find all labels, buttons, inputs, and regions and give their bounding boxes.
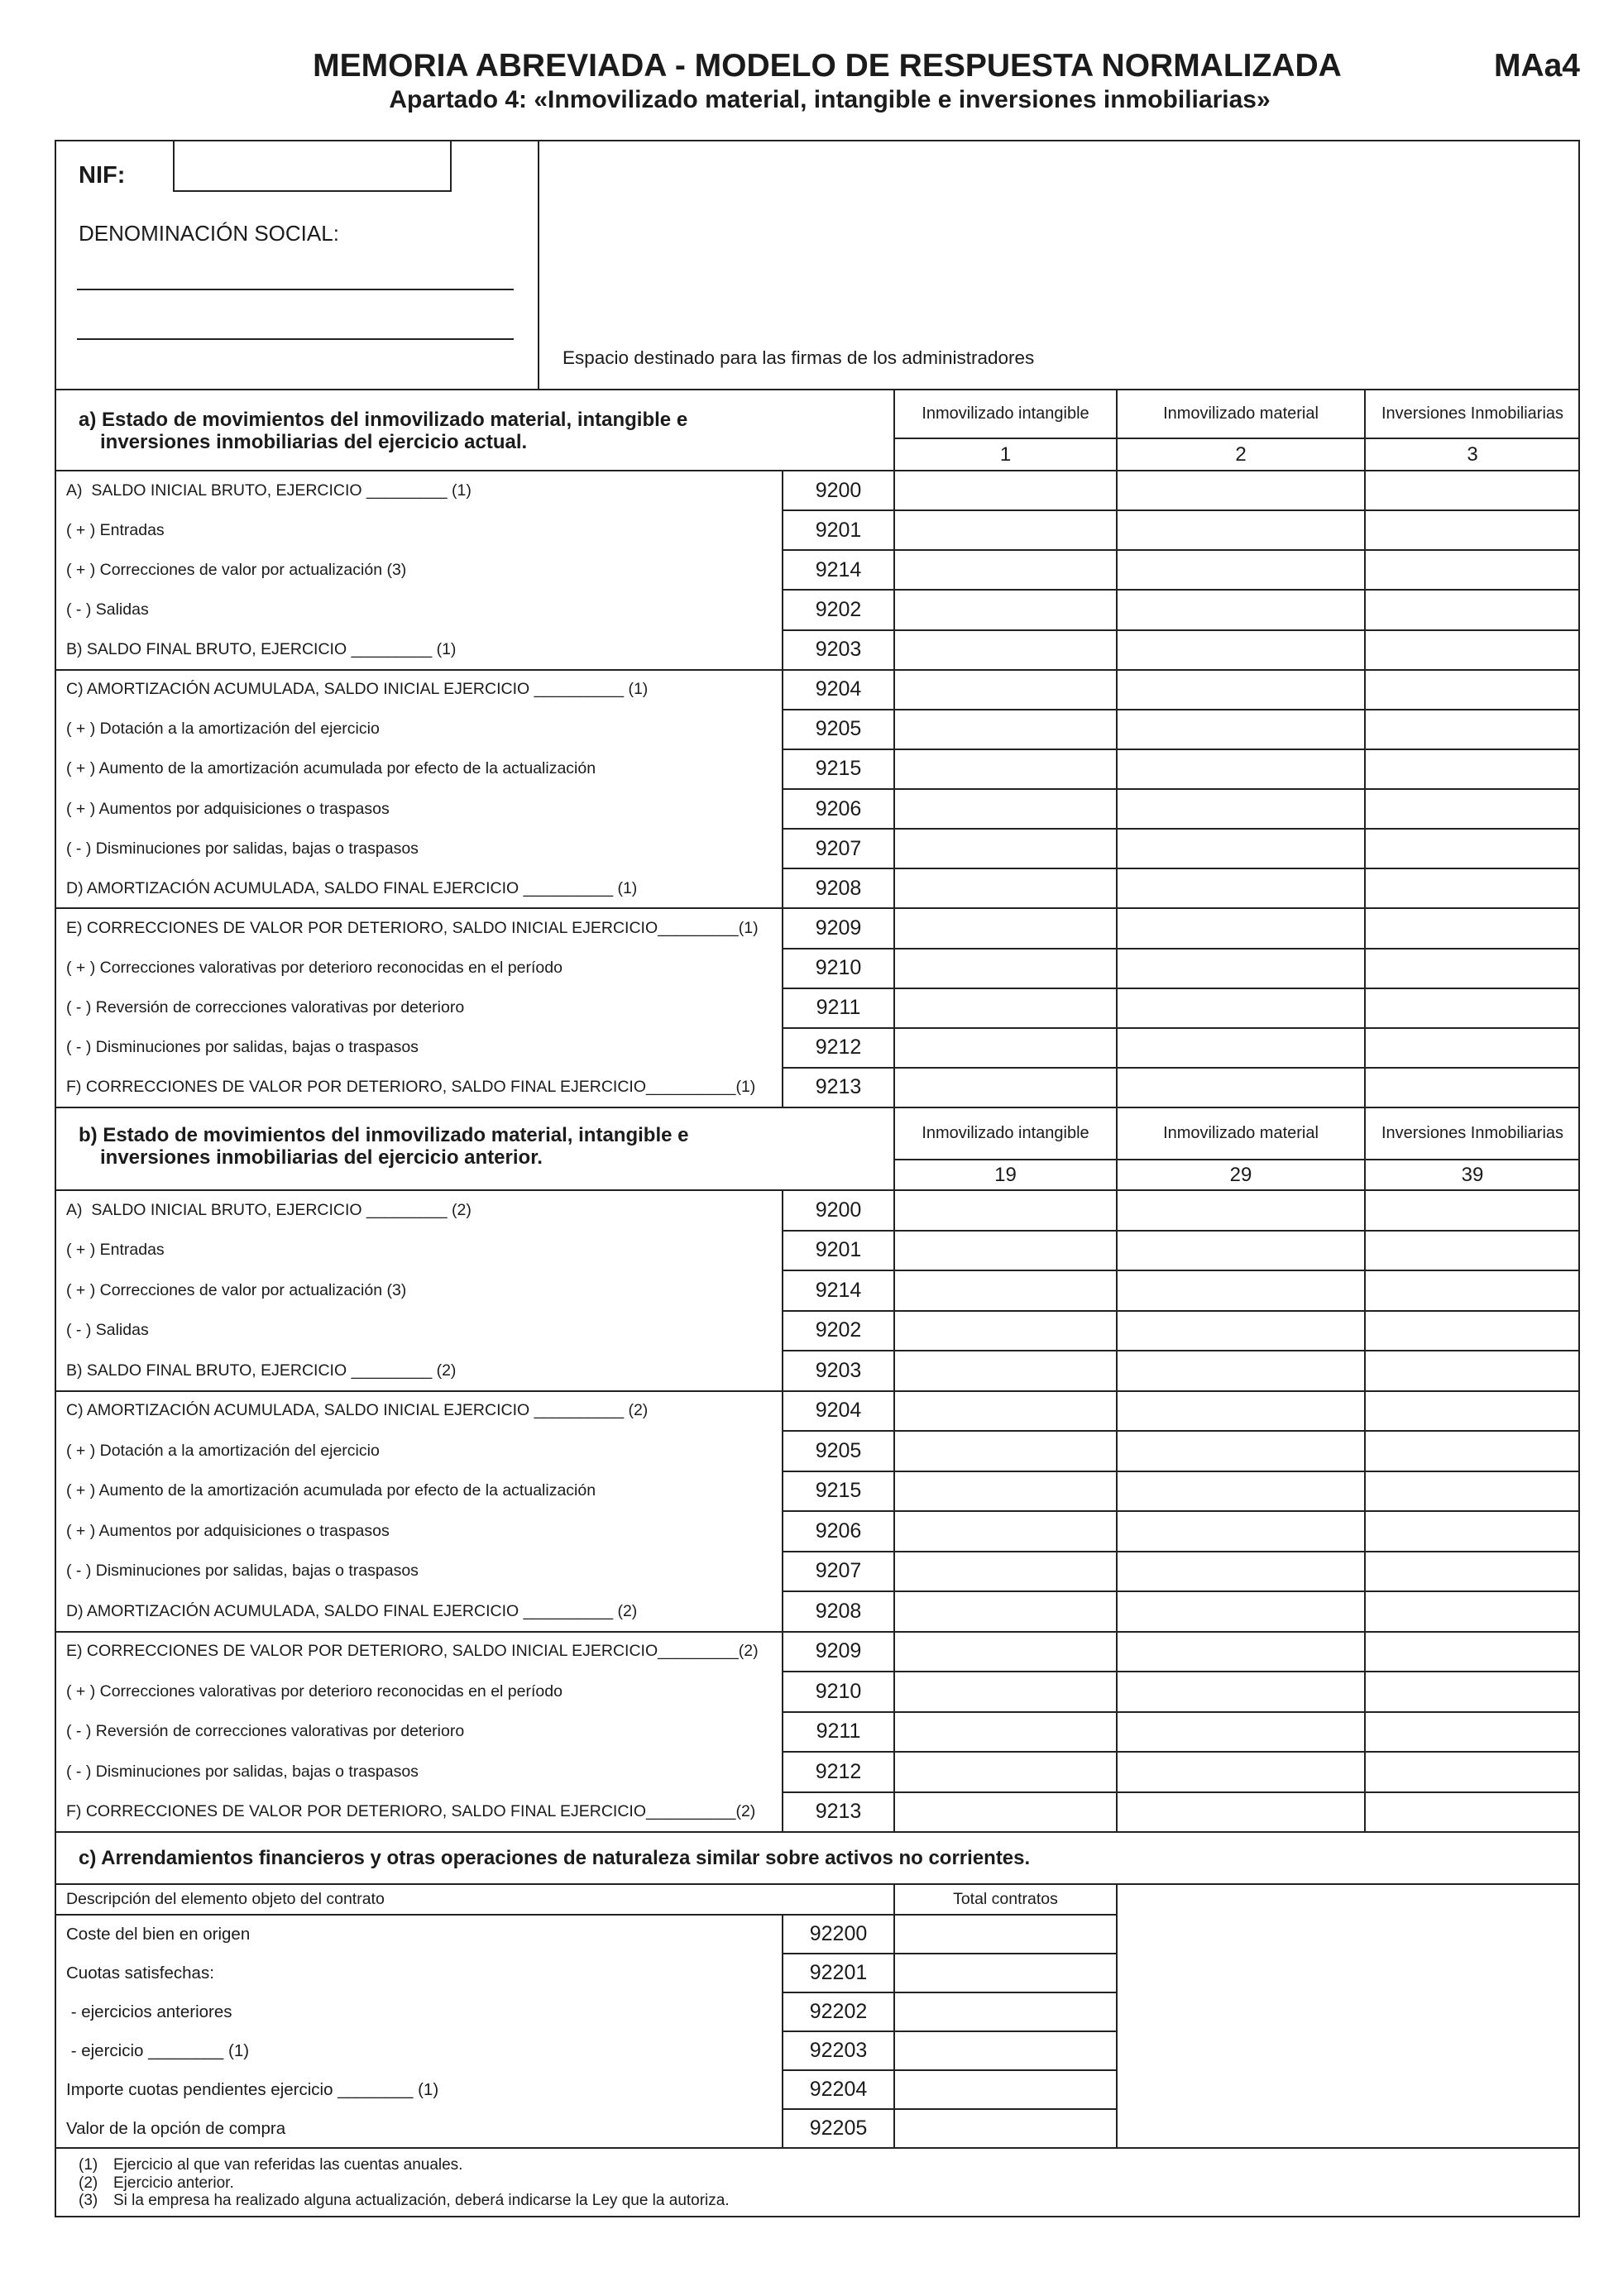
row-code: 9206 [815,796,862,820]
rule-line [894,1159,1580,1160]
section-a-column-header: Inmovilizado intangible [922,404,1089,423]
amount-input-cell[interactable] [1118,632,1363,668]
amount-input-cell[interactable] [896,591,1115,628]
row-label: ( + ) Correcciones valorativas por deterioro reconocidas en el período [66,959,563,978]
amount-input-cell[interactable] [896,472,1115,509]
row-code: 9208 [815,1599,862,1623]
row-code: 9209 [815,916,862,940]
amount-input-cell[interactable] [1367,830,1578,867]
row-label: F) CORRECCIONES DE VALOR POR DETERIORO, SALDO FINAL EJERCICIO__________(2) [66,1802,756,1821]
amount-input-cell[interactable] [1367,1634,1578,1671]
amount-input-cell[interactable] [1118,1794,1363,1831]
rule-line [783,1350,1580,1351]
section-b-title-line: b) Estado de movimientos del inmovilizado material, intangible e [79,1124,689,1146]
amount-input-cell[interactable] [1367,672,1578,708]
denominacion-social-line-1[interactable] [77,289,514,290]
row-label: ( + ) Correcciones valorativas por deterioro reconocidas en el período [66,1681,563,1700]
amount-input-cell[interactable] [1118,1473,1363,1510]
rule-line [783,828,1580,830]
amount-input-cell[interactable] [896,1473,1115,1510]
amount-input-cell[interactable] [1118,1313,1363,1350]
nif-input[interactable] [173,140,452,192]
row-code: 9210 [815,1679,862,1703]
row-label: Cuotas satisfechas: [66,1963,214,1983]
rule-line [55,1831,1580,1833]
rule-line [783,509,1580,511]
amount-input-cell[interactable] [896,950,1115,987]
amount-input-cell[interactable] [1118,512,1363,548]
row-code: 9213 [815,1800,862,1824]
amount-input-cell[interactable] [896,1553,1115,1590]
amount-input-cell[interactable] [1367,751,1578,787]
row-code: 9207 [815,836,862,860]
row-label: E) CORRECCIONES DE VALOR POR DETERIORO, SALDO INICIAL EJERCICIO_________(2) [66,1642,759,1661]
amount-input-cell[interactable] [1118,1593,1363,1630]
amount-input-cell[interactable] [1118,791,1363,827]
rule-line [783,1551,1580,1552]
footnote-marker: (3) [79,2192,98,2209]
row-code: 9214 [815,557,862,581]
rule-line [783,1067,1580,1069]
row-code: 9202 [815,597,862,621]
footnote-marker: (1) [79,2156,98,2174]
row-code: 9204 [815,1399,862,1423]
section-a-title-line: a) Estado de movimientos del inmovilizado material, intangible e [79,409,688,431]
section-a-column-header: Inmovilizado material [1163,404,1319,423]
row-code: 9201 [815,518,862,542]
amount-input-cell[interactable] [1367,1393,1578,1430]
amount-input-cell[interactable] [896,711,1115,748]
amount-input-cell[interactable] [1118,1192,1363,1229]
rule-line [783,988,1580,989]
row-code: 9213 [815,1075,862,1099]
section-a-column-number: 1 [999,442,1012,466]
amount-input-cell[interactable] [896,552,1115,588]
row-code: 9211 [816,996,861,1020]
amount-input-cell[interactable] [1367,1753,1578,1791]
amount-input-cell[interactable] [1118,591,1363,628]
row-code: 92205 [809,2117,868,2140]
amount-input-cell[interactable] [896,1192,1115,1229]
row-label: ( - ) Salidas [66,1321,149,1340]
row-label: ( - ) Reversión de correcciones valorativas por deterioro [66,1722,465,1741]
row-label: ( - ) Disminuciones por salidas, bajas o traspasos [66,1038,419,1057]
amount-input-cell[interactable] [896,1069,1115,1106]
amount-input-cell[interactable] [1367,950,1578,987]
total-contracts-header: Total contratos [953,1890,1058,1908]
rule-line [783,1751,1580,1753]
signature-area-caption: Espacio destinado para las firmas de los administradores [563,347,1035,368]
amount-input-cell[interactable] [1118,711,1363,748]
amount-input-cell[interactable] [896,1433,1115,1470]
rule-line [783,1430,1580,1432]
rule-line [783,1310,1580,1312]
amount-input-cell[interactable] [896,1272,1115,1309]
amount-input-cell[interactable] [1367,711,1578,748]
amount-input-cell[interactable] [1367,1473,1578,1510]
row-code: 9200 [815,1198,862,1222]
rule-line [783,549,1580,551]
row-label: C) AMORTIZACIÓN ACUMULADA, SALDO INICIAL EJERCICIO __________ (1) [66,680,649,699]
amount-input-cell[interactable] [1367,1553,1578,1590]
amount-input-cell[interactable] [896,990,1115,1026]
row-label: A) SALDO INICIAL BRUTO, EJERCICIO _________ (1) [66,481,472,500]
row-label: ( + ) Correcciones de valor por actualización (3) [66,1280,407,1299]
row-label: E) CORRECCIONES DE VALOR POR DETERIORO, SALDO INICIAL EJERCICIO_________(1) [66,918,759,937]
amount-input-cell[interactable] [896,791,1115,827]
section-b-column-header: Inversiones Inmobiliarias [1381,1124,1564,1142]
rule-line [783,1270,1580,1271]
section-b-column-number: 39 [1461,1163,1484,1186]
amount-input-cell[interactable] [896,1593,1115,1630]
amount-input-cell[interactable] [896,1794,1115,1831]
amount-input-cell[interactable] [1367,1030,1578,1066]
row-code: 92200 [809,1922,868,1945]
footnote-marker: (2) [79,2174,98,2192]
amount-input-cell[interactable] [896,1513,1115,1550]
amount-input-cell[interactable] [1118,1714,1363,1751]
amount-input-cell[interactable] [1367,1352,1578,1390]
row-label: ( + ) Entradas [66,1241,165,1260]
amount-input-cell[interactable] [896,830,1115,867]
rule-line [783,1590,1580,1592]
amount-input-cell[interactable] [896,512,1115,548]
total-contracts-input[interactable] [896,1916,1115,1952]
total-contracts-input[interactable] [896,2111,1115,2146]
section-a-column-number: 3 [1467,442,1478,466]
amount-input-cell[interactable] [1367,632,1578,668]
amount-input-cell[interactable] [896,1352,1115,1390]
amount-input-cell[interactable] [1367,1069,1578,1106]
rule-line [783,948,1580,949]
row-label: ( + ) Dotación a la amortización del ejercicio [66,1441,380,1460]
amount-input-cell[interactable] [896,910,1115,946]
row-code: 9205 [815,717,862,741]
amount-input-cell[interactable] [1367,1272,1578,1309]
footnote-text: Ejercicio al que van referidas las cuentas anuales. [113,2156,463,2174]
amount-input-cell[interactable] [1118,1634,1363,1671]
row-label: ( + ) Aumentos por adquisiciones o traspasos [66,1521,390,1540]
section-a-column-number: 2 [1235,442,1247,466]
total-contracts-input[interactable] [896,2033,1115,2069]
row-label: Valor de la opción de compra [66,2118,286,2138]
amount-input-cell[interactable] [1118,1673,1363,1710]
row-code: 92202 [809,2000,868,2023]
section-b-title-line: inversiones inmobiliarias del ejercicio anterior. [100,1146,543,1169]
row-label: A) SALDO INICIAL BRUTO, EJERCICIO _________ (2) [66,1200,472,1219]
amount-input-cell[interactable] [896,672,1115,708]
total-contracts-input[interactable] [896,1955,1115,1991]
row-label: Coste del bien en origen [66,1924,251,1944]
section-b-column-number: 29 [1229,1163,1252,1186]
amount-input-cell[interactable] [1367,1313,1578,1350]
row-label: ( - ) Disminuciones por salidas, bajas o traspasos [66,1562,419,1581]
nif-label: NIF: [79,162,126,189]
amount-input-cell[interactable] [896,1714,1115,1751]
row-label: ( - ) Disminuciones por salidas, bajas o traspasos [66,1762,419,1781]
denominacion-social-label: DENOMINACIÓN SOCIAL: [79,221,339,246]
amount-input-cell[interactable] [896,870,1115,906]
rule-line [783,868,1580,869]
row-code: 92203 [809,2039,868,2062]
rule-line [55,2147,1580,2149]
row-code: 92204 [809,2078,868,2101]
total-contracts-input[interactable] [896,2072,1115,2107]
row-code: 9214 [815,1278,862,1302]
row-label: B) SALDO FINAL BRUTO, EJERCICIO _________ (1) [66,640,457,659]
description-header: Descripción del elemento objeto del contrato [66,1890,385,1908]
section-b-column-number: 19 [994,1163,1017,1186]
form-code: MAa4 [1493,48,1580,84]
section-a-title-line: inversiones inmobiliarias del ejercicio actual. [100,431,528,453]
row-code: 9208 [815,876,862,900]
amount-input-cell[interactable] [1118,1513,1363,1550]
row-code: 9202 [815,1318,862,1342]
amount-input-cell[interactable] [1118,1753,1363,1791]
rule-line [783,749,1580,750]
rule-line [538,140,539,390]
row-code: 9212 [815,1036,862,1060]
amount-input-cell[interactable] [896,1393,1115,1430]
footnote-text: Si la empresa ha realizado alguna actualización, deberá indicarse la Ley que la autoriza. [113,2192,730,2209]
row-label: - ejercicios anteriores [66,2002,232,2021]
amount-input-cell[interactable] [1118,1393,1363,1430]
rule-line [783,1671,1580,1672]
row-label: ( + ) Aumento de la amortización acumulada por efecto de la actualización [66,1481,596,1500]
row-code: 9203 [815,638,862,662]
amount-input-cell[interactable] [1367,1192,1578,1229]
section-c-title: c) Arrendamientos financieros y otras operaciones de naturaleza similar sobre activos no corrientes. [79,1847,1031,1869]
rule-line [783,1027,1580,1029]
amount-input-cell[interactable] [1367,990,1578,1026]
amount-input-cell[interactable] [1118,910,1363,946]
amount-input-cell[interactable] [1118,1272,1363,1309]
row-code: 92201 [809,1961,868,1984]
row-label: D) AMORTIZACIÓN ACUMULADA, SALDO FINAL EJERCICIO __________ (2) [66,1601,638,1620]
amount-input-cell[interactable] [1118,830,1363,867]
row-code: 9200 [815,478,862,502]
total-contracts-input[interactable] [896,1994,1115,2030]
row-label: ( + ) Aumentos por adquisiciones o traspasos [66,799,390,818]
amount-input-cell[interactable] [1367,1714,1578,1751]
amount-input-cell[interactable] [1367,1513,1578,1550]
amount-input-cell[interactable] [896,1673,1115,1710]
row-label: - ejercicio ________ (1) [66,2040,250,2060]
row-label: ( - ) Disminuciones por salidas, bajas o traspasos [66,839,419,858]
amount-input-cell[interactable] [1118,672,1363,708]
row-code: 9215 [815,1479,862,1503]
amount-input-cell[interactable] [1118,1433,1363,1470]
row-code: 9215 [815,757,862,781]
rule-line [783,629,1580,631]
amount-input-cell[interactable] [896,1030,1115,1066]
rule-line [783,709,1580,710]
rule-line [783,1510,1580,1512]
row-code: 9212 [815,1759,862,1783]
amount-input-cell[interactable] [896,1634,1115,1671]
row-label: Importe cuotas pendientes ejercicio ________ (1) [66,2079,439,2099]
row-label: ( + ) Aumento de la amortización acumulada por efecto de la actualización [66,759,596,778]
row-label: D) AMORTIZACIÓN ACUMULADA, SALDO FINAL EJERCICIO __________ (1) [66,878,638,897]
row-code: 9204 [815,677,862,701]
amount-input-cell[interactable] [1367,1794,1578,1831]
amount-input-cell[interactable] [1367,1673,1578,1710]
rule-line [783,788,1580,790]
section-b-column-header: Inmovilizado intangible [922,1124,1089,1142]
row-label: ( - ) Reversión de correcciones valorativas por deterioro [66,998,465,1017]
row-label: ( + ) Correcciones de valor por actualización (3) [66,560,407,579]
amount-input-cell[interactable] [1118,1232,1363,1270]
rule-line [783,1230,1580,1232]
amount-input-cell[interactable] [1367,1232,1578,1270]
row-code: 9210 [815,956,862,980]
amount-input-cell[interactable] [1367,472,1578,509]
rule-line [894,438,1580,439]
amount-input-cell[interactable] [1118,950,1363,987]
amount-input-cell[interactable] [896,1232,1115,1270]
row-code: 9205 [815,1438,862,1462]
row-label: ( + ) Entradas [66,520,165,539]
form-subtitle: Apartado 4: «Inmovilizado material, intangible e inversiones inmobiliarias» [389,86,1271,113]
rule-line [783,589,1580,591]
row-label: ( + ) Dotación a la amortización del ejercicio [66,720,380,739]
row-code: 9211 [816,1720,861,1744]
amount-input-cell[interactable] [1118,1030,1363,1066]
amount-input-cell[interactable] [1367,1433,1578,1470]
section-a-column-header: Inversiones Inmobiliarias [1381,404,1564,423]
amount-input-cell[interactable] [896,1753,1115,1791]
section-b-column-header: Inmovilizado material [1163,1124,1319,1142]
row-code: 9207 [815,1559,862,1583]
amount-input-cell[interactable] [1367,552,1578,588]
amount-input-cell[interactable] [1118,1069,1363,1106]
row-label: F) CORRECCIONES DE VALOR POR DETERIORO, SALDO FINAL EJERCICIO__________(1) [66,1078,756,1097]
amount-input-cell[interactable] [1118,472,1363,509]
amount-input-cell[interactable] [1367,791,1578,827]
amount-input-cell[interactable] [1118,751,1363,787]
amount-input-cell[interactable] [1118,1352,1363,1390]
amount-input-cell[interactable] [1367,910,1578,946]
amount-input-cell[interactable] [896,632,1115,668]
row-label: C) AMORTIZACIÓN ACUMULADA, SALDO INICIAL EJERCICIO __________ (2) [66,1401,649,1420]
rule-line [783,1471,1580,1472]
amount-input-cell[interactable] [1367,512,1578,548]
row-code: 9209 [815,1639,862,1663]
row-code: 9203 [815,1358,862,1382]
amount-input-cell[interactable] [1118,870,1363,906]
row-label: ( - ) Salidas [66,600,149,619]
amount-input-cell[interactable] [1118,990,1363,1026]
row-code: 9206 [815,1519,862,1543]
amount-input-cell[interactable] [1367,1593,1578,1630]
amount-input-cell[interactable] [896,1313,1115,1350]
rule-line [783,1711,1580,1713]
form-title: MEMORIA ABREVIADA - MODELO DE RESPUESTA NORMALIZADA [313,48,1342,84]
amount-input-cell[interactable] [896,751,1115,787]
footnote-text: Ejercicio anterior. [113,2174,234,2192]
row-label: B) SALDO FINAL BRUTO, EJERCICIO _________ (2) [66,1361,457,1380]
rule-line [783,1791,1580,1793]
amount-input-cell[interactable] [1367,591,1578,628]
amount-input-cell[interactable] [1367,870,1578,906]
amount-input-cell[interactable] [1118,1553,1363,1590]
denominacion-social-line-2[interactable] [77,338,514,340]
amount-input-cell[interactable] [1118,552,1363,588]
row-code: 9201 [815,1238,862,1262]
